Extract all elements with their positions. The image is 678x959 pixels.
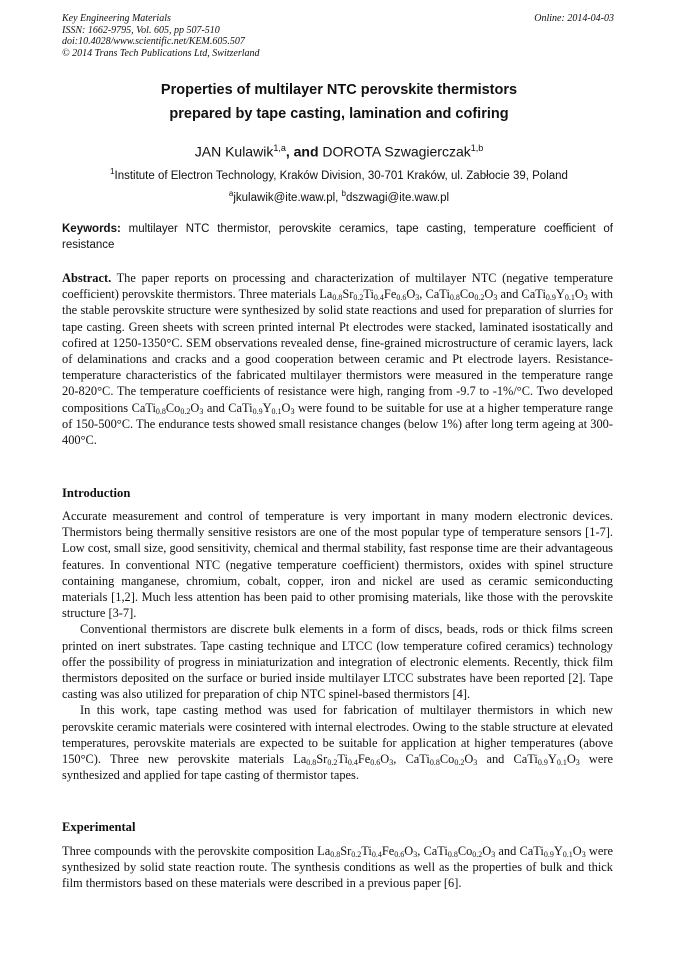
author-1: JAN Kulawik: [194, 143, 274, 160]
email-a: jkulawik@ite.waw.pl,: [233, 191, 342, 204]
publication-header: [62, 13, 618, 59]
introduction-heading: Introduction: [62, 486, 131, 500]
abstract: Abstract. The paper reports on processing and characterization of multilayer NTC (negative temperature coefficient) perovskite thermistors. Three materials $La_{0.8}Sr_{0.2}Ti_{0.4}Fe_{0.6}O_3$, $CaTi_{0.8}Co_{0.2}O_3$ and $CaTi_{0.9}Y_{0.1}O_3$ with the stable perovskite structure were synthesized by solid state reactions and used for preparation of slurries for tape casting. Green sheets with screen printed internal Pt electrodes were stacked, laminated isostatically and cofired at 1250-1350°C. SEM observations revealed dense, fine-grained microstructure of ceramic layers, lack of delaminations and cracks and a good cooperation between ceramic and Pt electrode layers. Resistance-temperature characteristics of the fabricated multilayer thermistors were measured in the temperature range 20-820°C. The temperature coefficients of resistance were high, ranging from -9.7 to -1%/°C. Two developed compositions $CaTi_{0.8}Co_{0.2}O_3$ and $CaTi_{0.9}Y_{0.1}O_3$ were found to be suitable for use at a higher temperature range of 150-500°C. The endurance tests showed small resistance changes (below 1%) after long term ageing at 300-400°C.: [62, 271, 613, 448]
author-list: JAN Kulawik$^{1,a}$, and DOROTA Szwagierczak$^{1,b}$: [194, 143, 484, 160]
keywords-label: Keywords:: [62, 223, 121, 235]
title-line-1: Properties of multilayer NTC perovskite thermistors: [160, 82, 518, 98]
introduction-body: [62, 508, 613, 783]
abstract-label: Abstract.: [62, 271, 112, 285]
journal-name: Key Engineering Materials: [62, 13, 171, 24]
issn-line: ISSN: 1662-9795, Vol. 605, pp 507-510: [62, 24, 220, 36]
title-line-2: prepared by tape casting, lamination and cofiring: [169, 106, 509, 122]
experimental-body: [62, 843, 613, 892]
experimental-heading: Experimental: [62, 820, 136, 834]
affiliation: $^1$Institute of Electron Technology, Kraków Division, 30-701 Kraków, ul. Zabłocie 39, Poland: [110, 167, 568, 182]
intro-paragraph-2: Conventional thermistors are discrete bulk elements in a form of discs, beads, rods or thick films screen printed on inert substrates. Tape casting technique and LTCC (low temperature cofired ceramics) technology offer the possibility of progress in miniaturization and integration of electronic elements. Recently, thick film thermistors deposited on the surface or buried inside multilayer LTCC substrates have been reported [2]. Tape casting was also utilized for preparation of chip NTC spinel-based thermistors [4].: [62, 622, 613, 702]
experimental-paragraph-1: Three compounds with the perovskite composition $La_{0.8}Sr_{0.2}Ti_{0.4}Fe_{0.6}O_3$, $CaTi_{0.8}Co_{0.2}O_3$ and $CaTi_{0.9}Y_{0.1}O_3$ were synthesized by solid state reaction route. The synthesis conditions as well as the properties of bulk and thick film thermistors based on these materials were described in a previous paper [6].: [62, 844, 614, 891]
email-b: dszwagi@ite.waw.pl: [346, 191, 450, 204]
doi-line: doi:10.4028/www.scientific.net/KEM.605.507: [62, 36, 245, 47]
online-date: Online: 2014-04-03: [534, 13, 614, 24]
intro-paragraph-3: In this work, tape casting method was used for fabrication of multilayer thermistors in which new perovskite ceramic materials were cosintered with internal electrodes. Owing to the stable structure at elevated temperatures, perovskite materials are expected to be suitable for application at higher temperatures (above 150°C). Three new perovskite materials $La_{0.8}Sr_{0.2}Ti_{0.4}Fe_{0.6}O_3$, $CaTi_{0.8}Co_{0.2}O_3$ and $CaTi_{0.9}Y_{0.1}O_3$ were synthesized and applied for tape casting of thermistor tapes.: [62, 703, 614, 783]
author-emails: $^a$jkulawik@ite.waw.pl, $^b$dszwagi@ite.waw.pl: [228, 189, 450, 204]
keywords: Keywords: multilayer NTC thermistor, perovskite ceramics, tape casting, temperature coefficient of resistance: [62, 223, 613, 251]
intro-paragraph-1: Accurate measurement and control of temperature is very important in many modern electronic devices. Thermistors being thermally sensitive resistors are one of the most popular type of temperature sensors [1-7]. Low cost, small size, good sensitivity, chemical and thermal stability, fast response time are their advantageous features. In conventional NTC (negative temperature coefficient) thermistors, oxides with spinel structure containing manganese, chromium, cobalt, copper, iron and nickel are used as ceramic semiconducting materials [1,2]. Much less attention has been paid to other promising materials, like those with the perovskite structure [3-7].: [62, 509, 613, 621]
copyright-line: © 2014 Trans Tech Publications Ltd, Switzerland: [62, 47, 260, 59]
author-2: DOROTA Szwagierczak: [322, 143, 471, 160]
paper-title: [40, 78, 638, 126]
